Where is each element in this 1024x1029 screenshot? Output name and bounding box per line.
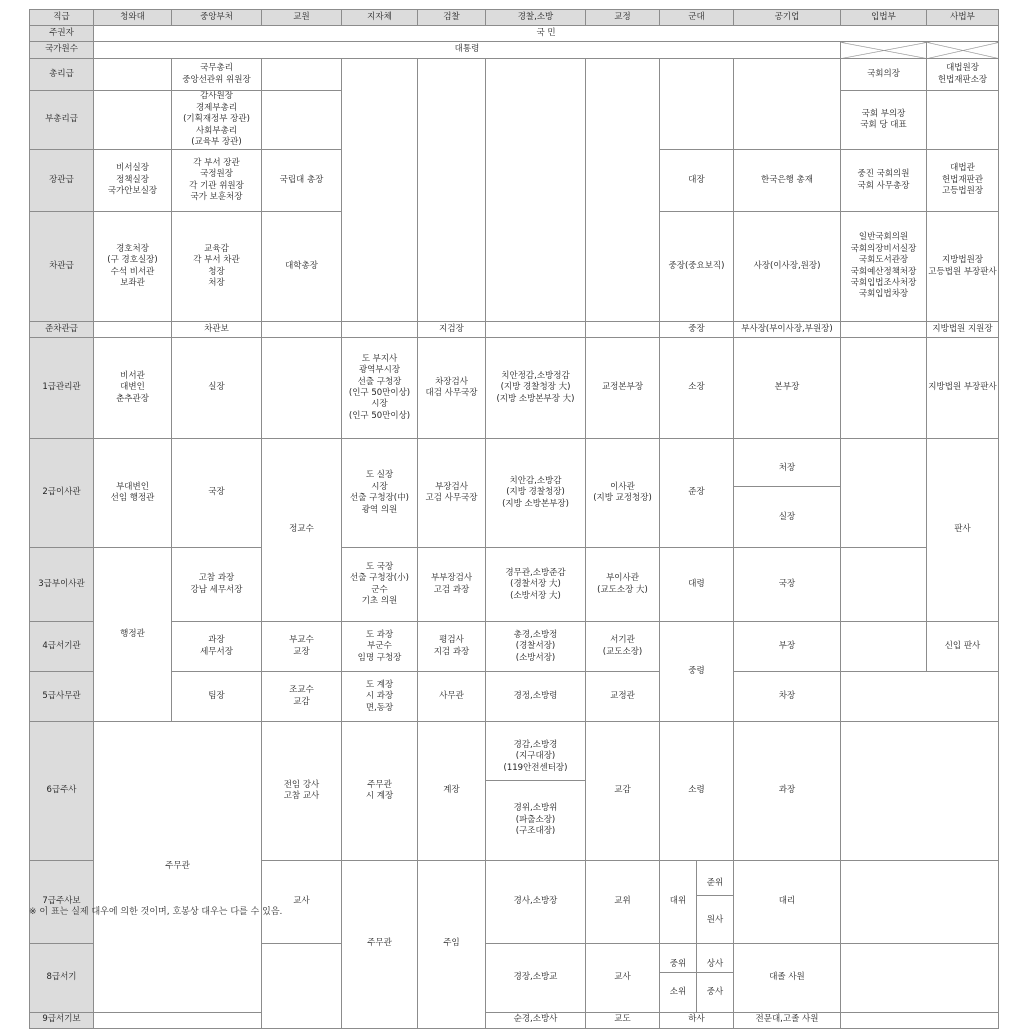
table-cell: 계장 [418, 722, 486, 860]
rank-label: 부총리급 [30, 91, 94, 150]
table-cell: 지방법원 부장판사 [927, 338, 999, 439]
footnote: ※ 이 표는 실제 대우에 의한 것이며, 호봉상 대우는 다를 수 있음. [29, 907, 283, 917]
table-cell: 교정본부장 [586, 338, 660, 439]
table-cell [660, 59, 734, 150]
table-cell [841, 338, 927, 439]
table-cell: 지방법원 지원장 [927, 322, 999, 338]
rank-label: 준차관급 [30, 322, 94, 338]
table-cell: 국립대 총장 [262, 150, 342, 212]
table-cell: 교도 [586, 1012, 660, 1028]
crossed-cell [927, 42, 999, 59]
rank-label: 5급사무관 [30, 672, 94, 722]
table-row [30, 42, 999, 59]
table-cell: 도 실장 시장 선출 구청장(中) 광역 의원 [342, 439, 418, 548]
table-cell [841, 548, 927, 622]
table-cell: 국 민 [94, 26, 999, 42]
table-cell: 경호처장 (구 경호실장) 수석 비서관 보좌관 [94, 212, 172, 322]
rank-label: 4급서기관 [30, 622, 94, 672]
table-cell: 과장 세무서장 [172, 622, 262, 672]
table-cell: 부장검사 고검 사무국장 [418, 439, 486, 548]
rank-comparison-table [29, 9, 999, 1029]
table-cell [697, 860, 734, 943]
header-corrections: 교정 [586, 10, 660, 26]
table-cell: 준장 [660, 439, 734, 548]
crossed-cell [841, 42, 927, 59]
table-cell: 실장 [172, 338, 262, 439]
rank-label: 1급관리관 [30, 338, 94, 439]
table-cell: 과장 [734, 722, 841, 860]
rank-label: 장관급 [30, 150, 94, 212]
table-cell [697, 944, 734, 1012]
table-cell [660, 944, 697, 1012]
table-cell: 팀장 [172, 672, 262, 722]
table-cell: 대졸 사원 [734, 944, 841, 1012]
table-cell: 소령 [660, 722, 734, 860]
rank-label: 주권자 [30, 26, 94, 42]
table-cell: 부이사관 (교도소장 大) [586, 548, 660, 622]
table-row [30, 672, 999, 722]
table-cell: 평검사 지검 과장 [418, 622, 486, 672]
table-cell: 대학총장 [262, 212, 342, 322]
table-cell: 순경,소방사 [486, 1012, 586, 1028]
table-cell: 소장 [660, 338, 734, 439]
table-cell: 중진 국회의원 국회 사무총장 [841, 150, 927, 212]
table-cell: 경정,소방령 [486, 672, 586, 722]
sub-cell: 상사 [697, 956, 733, 973]
table-cell: 부대변인 선임 행정관 [94, 439, 172, 548]
header-row [30, 10, 999, 26]
sub-cell: 경감,소방경 (지구대장) (119안전센터장) [486, 734, 585, 781]
table-cell [486, 722, 586, 860]
table-cell: 하사 [660, 1012, 734, 1028]
table-cell: 경사,소방장 [486, 860, 586, 943]
table-cell [262, 91, 342, 150]
table-cell: 지방법원장 고등법원 부장판사 [927, 212, 999, 322]
header-judiciary: 사법부 [927, 10, 999, 26]
table-cell: 중장(중요보직) [660, 212, 734, 322]
table-cell: 지검장 [418, 322, 486, 338]
rank-label: 차관급 [30, 212, 94, 322]
table-cell: 각 부서 장관 국정원장 각 기관 위원장 국가 보훈처장 [172, 150, 262, 212]
table-cell: 교육감 각 부서 차관 청장 처장 [172, 212, 262, 322]
table-cell: 부장 [734, 622, 841, 672]
table-cell [262, 338, 342, 439]
table-cell [94, 1012, 262, 1028]
table-cell [262, 944, 342, 1028]
table-cell: 대통령 [94, 42, 841, 59]
header-rank: 직급 [30, 10, 94, 26]
table-cell [841, 722, 999, 860]
table-cell [927, 91, 999, 150]
table-cell [262, 322, 342, 338]
table-cell: 대령 [660, 548, 734, 622]
table-row [30, 622, 999, 672]
table-cell: 차장 [734, 672, 841, 722]
table-cell: 주무관 [342, 860, 418, 1028]
table-cell: 일반국회의원 국회의장비서실장 국회도서관장 국회예산정책처장 국회입법조사처장 국회입법차장 [841, 212, 927, 322]
header-prosecution: 검찰 [418, 10, 486, 26]
table-cell [262, 59, 342, 91]
rank-label: 8급서기 [30, 944, 94, 1012]
table-cell: 감사원장 경제부총리 (기획재정부 장관) 사회부총리 (교육부 장관) [172, 91, 262, 150]
table-cell: 차관보 [172, 322, 262, 338]
table-cell: 주무관 시 계장 [342, 722, 418, 860]
table-cell: 사장(이사장,원장) [734, 212, 841, 322]
table-cell [841, 672, 999, 722]
table-cell: 경장,소방교 [486, 944, 586, 1012]
table-cell [841, 1012, 999, 1028]
table-cell: 도 과장 부군수 임명 구청장 [342, 622, 418, 672]
table-cell: 서기관 (교도소장) [586, 622, 660, 672]
table-cell: 도 계장 시 과장 면,동장 [342, 672, 418, 722]
table-cell [342, 322, 418, 338]
table-cell [486, 59, 586, 322]
table-cell: 전문대,고졸 사원 [734, 1012, 841, 1028]
table-row [30, 548, 999, 622]
table-cell: 대장 [660, 150, 734, 212]
table-cell: 부교수 교장 [262, 622, 342, 672]
table-cell: 중장 [660, 322, 734, 338]
table-cell: 부부장검사 고검 과장 [418, 548, 486, 622]
table-cell: 국회 부의장 국회 당 대표 [841, 91, 927, 150]
table-cell: 도 국장 선출 구청장(小) 군수 기초 의원 [342, 548, 418, 622]
table-row [30, 26, 999, 42]
table-cell: 비서실장 정책실장 국가안보실장 [94, 150, 172, 212]
header-police-fire: 경찰,소방 [486, 10, 586, 26]
table-cell: 부사장(부이사장,부원장) [734, 322, 841, 338]
rank-label: 총리급 [30, 59, 94, 91]
table-cell: 도 부지사 광역부시장 선출 구청장 (인구 50만이상) 시장 (인구 50만이상) [342, 338, 418, 439]
table-cell [841, 860, 999, 943]
table-cell: 교사 [262, 860, 342, 943]
table-cell: 중령 [660, 622, 734, 722]
table-cell [841, 622, 927, 672]
sub-cell: 처장 [734, 450, 840, 487]
table-cell: 국장 [734, 548, 841, 622]
table-cell: 사무관 [418, 672, 486, 722]
rank-label: 6급주사 [30, 722, 94, 860]
sub-cell: 중사 [706, 987, 724, 998]
table-cell: 전임 강사 고참 교사 [262, 722, 342, 860]
header-education: 교원 [262, 10, 342, 26]
table-row [30, 59, 999, 91]
table-cell: 교위 [586, 860, 660, 943]
table-cell [586, 59, 660, 322]
table-row [30, 322, 999, 338]
table-cell [486, 322, 586, 338]
table-cell: 총경,소방정 (경찰서장) (소방서장) [486, 622, 586, 672]
table-row [30, 338, 999, 439]
table-cell: 비서관 대변인 춘추관장 [94, 338, 172, 439]
sub-cell: 중위 [660, 956, 696, 973]
table-cell: 정교수 [262, 439, 342, 622]
table-cell: 행정관 [94, 548, 172, 722]
table-cell: 치안정감,소방정감 (지방 경찰청장 大) (지방 소방본부장 大) [486, 338, 586, 439]
table-cell: 고참 과장 강남 세무서장 [172, 548, 262, 622]
rank-label: 2급이사관 [30, 439, 94, 548]
table-cell [734, 59, 841, 150]
header-ministry: 중앙부처 [172, 10, 262, 26]
table-cell: 대법관 헌법재판관 고등법원장 [927, 150, 999, 212]
table-cell [418, 59, 486, 322]
table-cell [841, 322, 927, 338]
table-cell [94, 59, 172, 91]
rank-label: 국가원수 [30, 42, 94, 59]
rank-label: 9급서기보 [30, 1012, 94, 1028]
header-legislature: 입법부 [841, 10, 927, 26]
header-military: 군대 [660, 10, 734, 26]
table-cell [342, 59, 418, 322]
table-row [30, 722, 999, 860]
rank-label: 7급주사보 [30, 860, 94, 943]
sub-cell: 실장 [778, 511, 796, 522]
rank-label: 3급부이사관 [30, 548, 94, 622]
table-cell [841, 439, 927, 548]
table-row [30, 1012, 999, 1028]
table-cell: 차장검사 대검 사무국장 [418, 338, 486, 439]
table-cell: 국회의장 [841, 59, 927, 91]
sub-cell: 준위 [697, 872, 733, 896]
sub-cell: 원사 [706, 914, 724, 925]
table-cell [94, 322, 172, 338]
table-cell: 이사관 (지방 교정청장) [586, 439, 660, 548]
table-cell: 신입 판사 [927, 622, 999, 672]
table-cell: 국무총리 중앙선관위 위원장 [172, 59, 262, 91]
table-cell: 주임 [418, 860, 486, 1028]
table-cell: 대리 [734, 860, 841, 943]
table-cell: 교감 [586, 722, 660, 860]
table-cell [586, 322, 660, 338]
table-cell: 주무관 [94, 722, 262, 1012]
table-cell [94, 91, 172, 150]
sub-cell: 경위,소방위 (파출소장) (구조대장) [513, 803, 558, 837]
table-cell: 교사 [586, 944, 660, 1012]
table-row [30, 439, 999, 548]
table-cell: 교정관 [586, 672, 660, 722]
table-cell: 치안감,소방감 (지방 경찰청장) (지방 소방본부장) [486, 439, 586, 548]
table-cell [734, 439, 841, 548]
table-cell: 대법원장 헌법재판소장 [927, 59, 999, 91]
table-cell: 조교수 교감 [262, 672, 342, 722]
sub-cell: 소위 [669, 987, 687, 998]
table-cell: 판사 [927, 439, 999, 622]
header-public-corp: 공기업 [734, 10, 841, 26]
header-local-gov: 지자체 [342, 10, 418, 26]
table-cell: 대위 [660, 860, 697, 943]
table-cell [841, 944, 999, 1012]
table-cell: 국장 [172, 439, 262, 548]
table-cell: 경무관,소방준감 (경찰서장 大) (소방서장 大) [486, 548, 586, 622]
table-cell: 본부장 [734, 338, 841, 439]
header-bluehouse: 청와대 [94, 10, 172, 26]
table-cell: 한국은행 총재 [734, 150, 841, 212]
